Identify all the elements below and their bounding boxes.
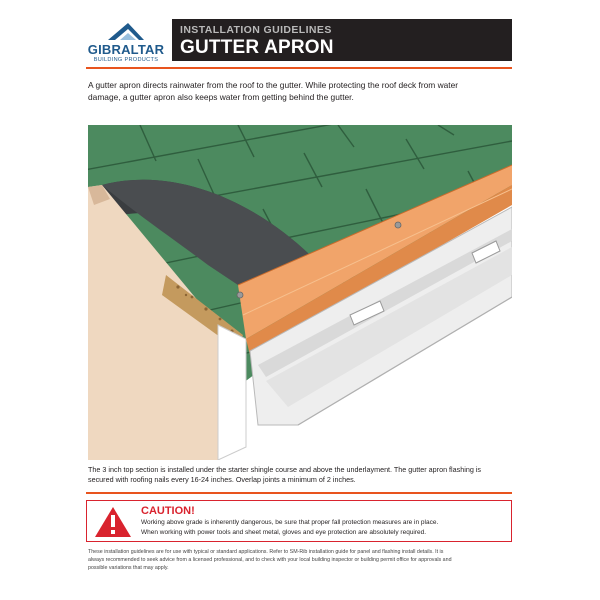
disclaimer: [88, 548, 518, 573]
disclaimer-line: always recommended to seek advice from a licensed professional, and to check with your local building inspector or building permit office for approvals and: [88, 557, 452, 564]
caption-line: The 3 inch top section is installed under the starter shingle course and above the underlayment. The gutter apron flashing is: [88, 465, 482, 474]
title-bar: [172, 19, 512, 61]
disclaimer-line: These installation guidelines are for use with typical or standard applications. Refer to SM-Rib installation guide for panel and flashing install details. It is: [88, 549, 444, 555]
header-divider: [86, 67, 512, 69]
caution-title: CAUTION!: [141, 505, 195, 517]
section-kicker: INSTALLATION GUIDELINES: [180, 24, 332, 36]
disclaimer-line: possible variations that may apply.: [88, 565, 169, 572]
installation-note: [88, 465, 518, 485]
intro-paragraph: [88, 80, 518, 103]
fascia-board: [218, 325, 246, 460]
intro-line: A gutter apron directs rainwater from the roof to the gutter. While protecting the roof deck from water: [88, 80, 459, 90]
gibraltar-logo: [86, 20, 166, 66]
caution-text: When working with power tools and sheet metal, gloves and eye protection are absolutely required.: [141, 529, 427, 536]
roof-logo-icon: [106, 20, 146, 42]
brand-tagline: BUILDING PRODUCTS: [93, 57, 159, 63]
caution-box: [86, 500, 512, 542]
caution-text: Working above grade is inherently dangerous, be sure that proper fall protection measures are in place.: [141, 519, 439, 526]
page-title: GUTTER APRON: [180, 37, 334, 58]
brand-name: GIBRALTAR: [87, 42, 165, 57]
warning-exclamation-icon: [93, 505, 133, 539]
intro-line: damage, a gutter apron also keeps water from getting behind the gutter.: [88, 91, 354, 102]
caption-line: secured with roofing nails every 16-24 inches. Overlap joints a minimum of 2 inches.: [88, 475, 356, 484]
gutter-apron-illustration: [88, 125, 512, 460]
caption-divider: [86, 492, 512, 494]
